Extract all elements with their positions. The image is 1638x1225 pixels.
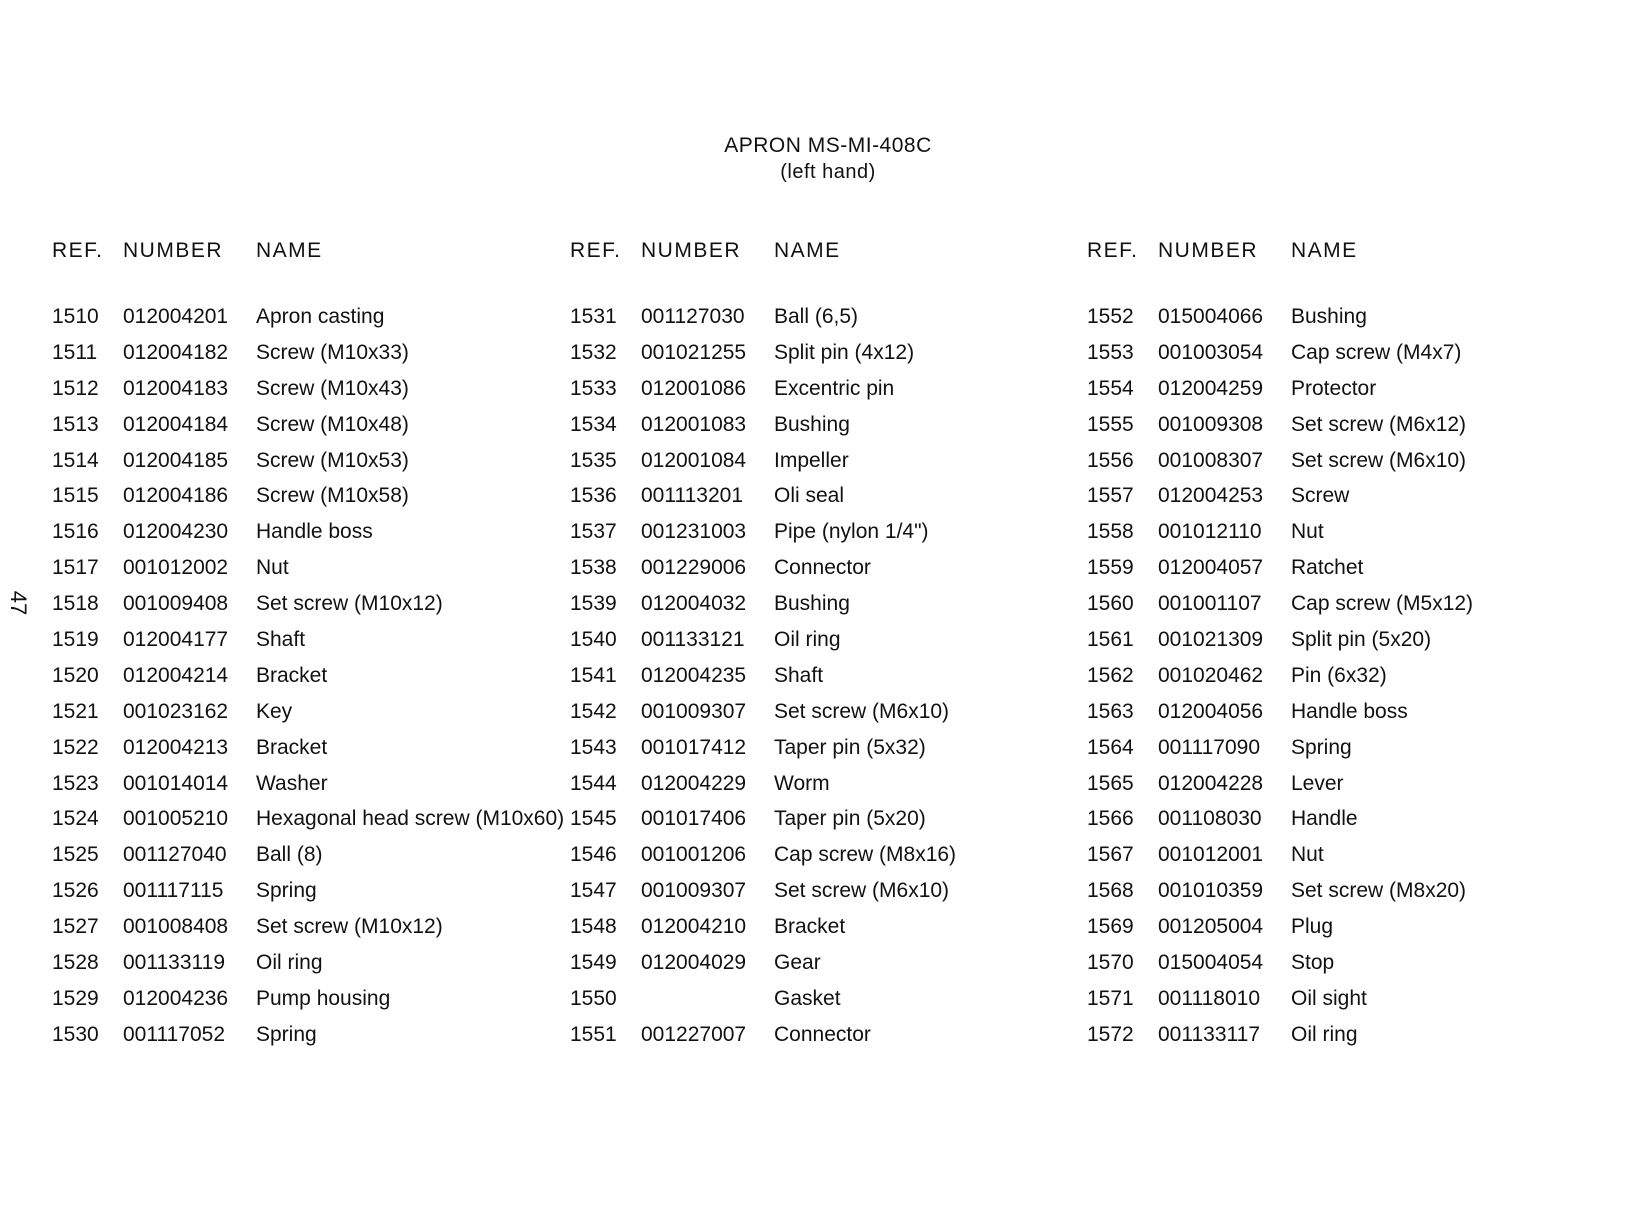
name-cell: Set screw (M10x12) bbox=[256, 592, 443, 616]
ref-cell: 1545 bbox=[570, 807, 617, 831]
ref-cell: 1534 bbox=[570, 412, 617, 436]
name-cell: Bracket bbox=[256, 735, 328, 759]
name-cell: Bushing bbox=[1291, 305, 1367, 328]
name-cell: Gasket bbox=[774, 986, 841, 1010]
name-cell: Set screw (M6x10) bbox=[774, 699, 950, 723]
ref-cell: 1570 bbox=[1087, 951, 1134, 975]
number-cell: 001227007 bbox=[641, 1022, 747, 1046]
ref-column-header: REF. bbox=[52, 239, 104, 262]
table-row bbox=[52, 338, 566, 374]
ref-cell: 1517 bbox=[52, 556, 99, 580]
number-cell: 012004032 bbox=[641, 592, 747, 616]
table-row bbox=[570, 697, 1084, 733]
ref-cell: 1520 bbox=[52, 663, 99, 687]
number-cell: 001205004 bbox=[1158, 915, 1264, 939]
name-cell: Screw bbox=[1291, 484, 1350, 508]
table-row bbox=[52, 697, 566, 733]
name-cell: Split pin (4x12) bbox=[774, 340, 915, 364]
name-cell: Set screw (M6x10) bbox=[774, 879, 950, 903]
table-row bbox=[1087, 1020, 1601, 1056]
name-cell: Cap screw (M4x7) bbox=[1291, 340, 1462, 364]
table-body bbox=[1087, 302, 1601, 1056]
name-column-header: NAME bbox=[256, 239, 323, 262]
number-cell bbox=[641, 984, 774, 1020]
name-cell: Nut bbox=[1291, 843, 1324, 867]
number-cell: 001001107 bbox=[1158, 592, 1262, 616]
ref-cell: 1512 bbox=[52, 376, 99, 400]
name-cell: Bracket bbox=[256, 663, 328, 687]
ref-cell: 1572 bbox=[1087, 1022, 1134, 1046]
ref-cell: 1526 bbox=[52, 879, 99, 903]
table-row bbox=[570, 374, 1084, 410]
table-row bbox=[52, 625, 566, 661]
ref-cell: 1527 bbox=[52, 915, 99, 939]
table-row bbox=[570, 912, 1084, 948]
name-cell: Key bbox=[256, 699, 293, 723]
name-cell: Ball (8) bbox=[256, 843, 323, 867]
number-cell: 012004214 bbox=[123, 663, 229, 687]
table-header bbox=[570, 236, 1084, 266]
ref-cell: 1546 bbox=[570, 843, 617, 867]
number-cell: 001012110 bbox=[1158, 520, 1262, 544]
name-cell: Bracket bbox=[774, 915, 846, 939]
name-cell: Spring bbox=[1291, 735, 1352, 759]
ref-cell: 1513 bbox=[52, 412, 99, 436]
table-row bbox=[570, 553, 1084, 589]
number-cell: 012004235 bbox=[641, 663, 747, 687]
ref-cell: 1569 bbox=[1087, 915, 1134, 939]
table-row bbox=[570, 446, 1084, 482]
number-cell: 001023162 bbox=[123, 699, 229, 723]
table-row bbox=[1087, 769, 1601, 805]
number-cell: 001012001 bbox=[1158, 843, 1264, 867]
ref-cell: 1523 bbox=[52, 771, 99, 795]
number-cell: 012004056 bbox=[1158, 699, 1264, 723]
table-row bbox=[52, 876, 566, 912]
number-cell: 001010359 bbox=[1158, 879, 1264, 903]
name-cell: Screw (M10x43) bbox=[256, 376, 409, 400]
ref-cell: 1515 bbox=[52, 484, 99, 508]
name-cell: Taper pin (5x32) bbox=[774, 735, 926, 759]
name-cell: Set screw (M6x10) bbox=[1291, 448, 1467, 472]
table-row bbox=[1087, 733, 1601, 769]
number-cell: 001127030 bbox=[641, 305, 745, 328]
name-cell: Stop bbox=[1291, 951, 1335, 975]
number-cell: 012004236 bbox=[123, 986, 229, 1010]
number-cell: 015004066 bbox=[1158, 305, 1264, 328]
table-row bbox=[52, 589, 566, 625]
name-cell: Cap screw (M8x16) bbox=[774, 843, 957, 867]
ref-cell: 1516 bbox=[52, 520, 99, 544]
number-cell: 001127040 bbox=[123, 843, 227, 867]
ref-cell: 1553 bbox=[1087, 340, 1134, 364]
name-cell: Ratchet bbox=[1291, 556, 1364, 580]
number-cell: 012004184 bbox=[123, 412, 229, 436]
name-cell: Spring bbox=[256, 879, 317, 903]
number-cell: 012001086 bbox=[641, 376, 747, 400]
ref-cell: 1552 bbox=[1087, 305, 1134, 328]
table-row bbox=[570, 661, 1084, 697]
ref-cell: 1510 bbox=[52, 305, 99, 328]
ref-cell: 1559 bbox=[1087, 556, 1134, 580]
ref-cell: 1514 bbox=[52, 448, 99, 472]
number-cell: 012004185 bbox=[123, 448, 229, 472]
name-cell: Cap screw (M5x12) bbox=[1291, 592, 1474, 616]
ref-cell: 1530 bbox=[52, 1022, 99, 1046]
name-cell: Set screw (M6x12) bbox=[1291, 412, 1467, 436]
name-cell: Nut bbox=[256, 556, 289, 580]
ref-cell: 1544 bbox=[570, 771, 617, 795]
ref-cell: 1533 bbox=[570, 376, 617, 400]
table-row bbox=[570, 1020, 1084, 1056]
page-subtitle: (left hand) bbox=[780, 161, 876, 183]
table-row bbox=[1087, 302, 1601, 338]
ref-cell: 1535 bbox=[570, 448, 617, 472]
number-cell: 001133117 bbox=[1158, 1022, 1260, 1046]
number-cell: 001133119 bbox=[123, 951, 225, 975]
name-cell: Shaft bbox=[256, 628, 306, 652]
name-cell: Taper pin (5x20) bbox=[774, 807, 926, 831]
name-cell: Set screw (M8x20) bbox=[1291, 879, 1467, 903]
table-row bbox=[570, 948, 1084, 984]
number-cell: 012004201 bbox=[123, 305, 229, 328]
ref-cell: 1558 bbox=[1087, 520, 1134, 544]
number-cell: 012004229 bbox=[641, 771, 747, 795]
number-cell: 012004210 bbox=[641, 915, 747, 939]
page-title: APRON MS-MI-408C bbox=[724, 134, 932, 157]
table-row bbox=[1087, 481, 1601, 517]
ref-column-header: REF. bbox=[1087, 239, 1139, 262]
number-cell: 001229006 bbox=[641, 556, 747, 580]
table-row bbox=[570, 876, 1084, 912]
table-row bbox=[52, 410, 566, 446]
name-cell: Handle bbox=[1291, 807, 1358, 831]
number-cell: 012004183 bbox=[123, 376, 229, 400]
table-row bbox=[52, 374, 566, 410]
ref-cell: 1565 bbox=[1087, 771, 1134, 795]
name-cell: Nut bbox=[1291, 520, 1324, 544]
table-row bbox=[1087, 553, 1601, 589]
name-cell: Worm bbox=[774, 771, 830, 795]
name-cell: Bushing bbox=[774, 412, 850, 436]
number-cell: 012001084 bbox=[641, 448, 747, 472]
number-cell: 001117052 bbox=[123, 1022, 225, 1046]
number-cell: 012004182 bbox=[123, 340, 229, 364]
number-cell: 015004054 bbox=[1158, 951, 1264, 975]
number-cell: 001008307 bbox=[1158, 448, 1264, 472]
ref-cell: 1525 bbox=[52, 843, 99, 867]
table-row bbox=[52, 984, 566, 1020]
ref-cell: 1561 bbox=[1087, 628, 1134, 652]
number-column-header: NUMBER bbox=[123, 239, 224, 262]
ref-cell: 1562 bbox=[1087, 663, 1134, 687]
ref-cell: 1519 bbox=[52, 628, 99, 652]
table-row bbox=[52, 481, 566, 517]
name-cell: Handle boss bbox=[1291, 699, 1408, 723]
table-row bbox=[52, 840, 566, 876]
name-cell: Pipe (nylon 1/4") bbox=[774, 520, 929, 544]
ref-cell: 1532 bbox=[570, 340, 617, 364]
ref-cell: 1547 bbox=[570, 879, 617, 903]
name-cell: Plug bbox=[1291, 915, 1334, 939]
table-row bbox=[570, 589, 1084, 625]
table-row bbox=[52, 517, 566, 553]
name-cell: Bushing bbox=[774, 592, 850, 616]
table-row bbox=[1087, 661, 1601, 697]
ref-cell: 1560 bbox=[1087, 592, 1134, 616]
table-row bbox=[1087, 876, 1601, 912]
ref-cell: 1524 bbox=[52, 807, 99, 831]
ref-cell: 1529 bbox=[52, 986, 99, 1010]
table-row bbox=[52, 661, 566, 697]
table-row bbox=[570, 840, 1084, 876]
number-cell: 001009307 bbox=[641, 879, 747, 903]
number-cell: 001133121 bbox=[641, 628, 745, 652]
ref-cell: 1521 bbox=[52, 699, 99, 723]
name-cell: Connector bbox=[774, 556, 871, 580]
name-cell: Lever bbox=[1291, 771, 1344, 795]
name-cell: Oil ring bbox=[256, 951, 323, 975]
name-cell: Apron casting bbox=[256, 305, 385, 328]
name-cell: Spring bbox=[256, 1022, 317, 1046]
name-cell: Oil ring bbox=[1291, 1022, 1358, 1046]
table-row bbox=[1087, 625, 1601, 661]
table-row bbox=[52, 553, 566, 589]
number-cell: 001009308 bbox=[1158, 412, 1264, 436]
table-row bbox=[1087, 912, 1601, 948]
name-column-header: NAME bbox=[1291, 239, 1358, 262]
table-row bbox=[1087, 338, 1601, 374]
table-row bbox=[1087, 948, 1601, 984]
name-cell: Split pin (5x20) bbox=[1291, 628, 1432, 652]
name-cell: Connector bbox=[774, 1022, 871, 1046]
parts-table-1 bbox=[52, 236, 566, 1056]
name-cell: Ball (6,5) bbox=[774, 305, 859, 328]
name-cell: Screw (M10x33) bbox=[256, 340, 409, 364]
table-row bbox=[570, 517, 1084, 553]
number-cell: 012004177 bbox=[123, 628, 229, 652]
ref-cell: 1555 bbox=[1087, 412, 1134, 436]
ref-cell: 1537 bbox=[570, 520, 617, 544]
name-cell: Handle boss bbox=[256, 520, 373, 544]
name-cell: Washer bbox=[256, 771, 328, 795]
number-cell: 001021255 bbox=[641, 340, 747, 364]
table-row bbox=[570, 769, 1084, 805]
name-cell: Oil sight bbox=[1291, 986, 1367, 1010]
table-row bbox=[570, 302, 1084, 338]
number-column-header: NUMBER bbox=[1158, 239, 1259, 262]
number-cell: 001003054 bbox=[1158, 340, 1264, 364]
table-body bbox=[52, 302, 566, 1056]
number-cell: 001117115 bbox=[123, 879, 224, 903]
table-row bbox=[1087, 374, 1601, 410]
name-cell: Pin (6x32) bbox=[1291, 663, 1387, 687]
number-cell: 012004213 bbox=[123, 735, 229, 759]
table-row bbox=[570, 338, 1084, 374]
name-cell: Gear bbox=[774, 951, 821, 975]
name-cell: Shaft bbox=[774, 663, 824, 687]
name-cell: Oil ring bbox=[774, 628, 841, 652]
ref-cell: 1554 bbox=[1087, 376, 1134, 400]
number-cell: 001009307 bbox=[641, 699, 747, 723]
table-row bbox=[1087, 804, 1601, 840]
table-row bbox=[1087, 840, 1601, 876]
ref-cell: 1551 bbox=[570, 1022, 617, 1046]
number-cell: 001017412 bbox=[641, 735, 747, 759]
ref-cell: 1549 bbox=[570, 951, 617, 975]
table-row bbox=[570, 804, 1084, 840]
name-cell: Pump housing bbox=[256, 986, 391, 1010]
number-cell: 001005210 bbox=[123, 807, 229, 831]
number-cell: 012004029 bbox=[641, 951, 747, 975]
name-cell: Hexagonal head screw (M10x60) bbox=[256, 807, 565, 831]
ref-cell: 1538 bbox=[570, 556, 617, 580]
name-cell: Screw (M10x48) bbox=[256, 412, 409, 436]
name-cell: Excentric pin bbox=[774, 376, 895, 400]
table-row bbox=[52, 302, 566, 338]
number-cell: 001117090 bbox=[1158, 735, 1260, 759]
table-row bbox=[52, 446, 566, 482]
ref-cell: 1522 bbox=[52, 735, 99, 759]
number-cell: 012004230 bbox=[123, 520, 229, 544]
table-row bbox=[570, 625, 1084, 661]
ref-cell: 1564 bbox=[1087, 735, 1134, 759]
table-row bbox=[1087, 517, 1601, 553]
number-cell: 001020462 bbox=[1158, 663, 1264, 687]
number-cell: 001113201 bbox=[641, 484, 743, 508]
table-row bbox=[52, 733, 566, 769]
table-row bbox=[52, 769, 566, 805]
ref-cell: 1567 bbox=[1087, 843, 1134, 867]
name-cell: Oli seal bbox=[774, 484, 845, 508]
table-row bbox=[52, 948, 566, 984]
ref-cell: 1556 bbox=[1087, 448, 1134, 472]
parts-table-3 bbox=[1087, 236, 1601, 1056]
ref-cell: 1568 bbox=[1087, 879, 1134, 903]
ref-cell: 1566 bbox=[1087, 807, 1134, 831]
table-header bbox=[1087, 236, 1601, 266]
number-cell: 001001206 bbox=[641, 843, 747, 867]
number-cell: 012004259 bbox=[1158, 376, 1264, 400]
ref-cell: 1548 bbox=[570, 915, 617, 939]
name-column-header: NAME bbox=[774, 239, 841, 262]
name-cell: Screw (M10x58) bbox=[256, 484, 409, 508]
number-cell: 012004228 bbox=[1158, 771, 1264, 795]
ref-cell: 1543 bbox=[570, 735, 617, 759]
number-cell: 012004057 bbox=[1158, 556, 1264, 580]
number-cell: 001021309 bbox=[1158, 628, 1264, 652]
table-row bbox=[1087, 697, 1601, 733]
title-block bbox=[0, 133, 1638, 185]
number-cell: 012004253 bbox=[1158, 484, 1264, 508]
ref-cell: 1542 bbox=[570, 699, 617, 723]
ref-column-header: REF. bbox=[570, 239, 622, 262]
ref-cell: 1518 bbox=[52, 592, 99, 616]
ref-cell: 1540 bbox=[570, 628, 617, 652]
table-row bbox=[52, 912, 566, 948]
table-row bbox=[52, 804, 566, 840]
table-row bbox=[570, 733, 1084, 769]
ref-cell: 1550 bbox=[570, 986, 617, 1010]
table-row bbox=[1087, 446, 1601, 482]
table-row bbox=[1087, 984, 1601, 1020]
number-cell: 012004186 bbox=[123, 484, 229, 508]
number-cell: 001108030 bbox=[1158, 807, 1262, 831]
ref-cell: 1571 bbox=[1087, 986, 1134, 1010]
ref-cell: 1557 bbox=[1087, 484, 1134, 508]
number-cell: 001231003 bbox=[641, 520, 747, 544]
ref-cell: 1563 bbox=[1087, 699, 1134, 723]
name-cell: Set screw (M10x12) bbox=[256, 915, 443, 939]
page-number: 47 bbox=[6, 590, 32, 616]
table-row bbox=[1087, 589, 1601, 625]
number-column-header: NUMBER bbox=[641, 239, 742, 262]
number-cell: 001008408 bbox=[123, 915, 229, 939]
table-row bbox=[570, 481, 1084, 517]
ref-cell: 1531 bbox=[570, 305, 617, 328]
number-cell: 001009408 bbox=[123, 592, 229, 616]
name-cell: Protector bbox=[1291, 376, 1377, 400]
ref-cell: 1528 bbox=[52, 951, 99, 975]
name-cell: Impeller bbox=[774, 448, 849, 472]
ref-cell: 1511 bbox=[52, 340, 98, 364]
number-cell: 001014014 bbox=[123, 771, 229, 795]
parts-table-2 bbox=[570, 236, 1084, 1056]
table-row bbox=[1087, 410, 1601, 446]
number-cell: 001012002 bbox=[123, 556, 229, 580]
number-cell: 001118010 bbox=[1158, 986, 1260, 1010]
ref-cell: 1536 bbox=[570, 484, 617, 508]
ref-cell: 1539 bbox=[570, 592, 617, 616]
number-cell: 001017406 bbox=[641, 807, 747, 831]
table-header bbox=[52, 236, 566, 266]
table-row bbox=[570, 984, 1084, 1020]
table-row bbox=[52, 1020, 566, 1056]
name-cell: Screw (M10x53) bbox=[256, 448, 409, 472]
number-cell: 012001083 bbox=[641, 412, 747, 436]
table-row bbox=[570, 410, 1084, 446]
table-body bbox=[570, 302, 1084, 1056]
ref-cell: 1541 bbox=[570, 663, 617, 687]
